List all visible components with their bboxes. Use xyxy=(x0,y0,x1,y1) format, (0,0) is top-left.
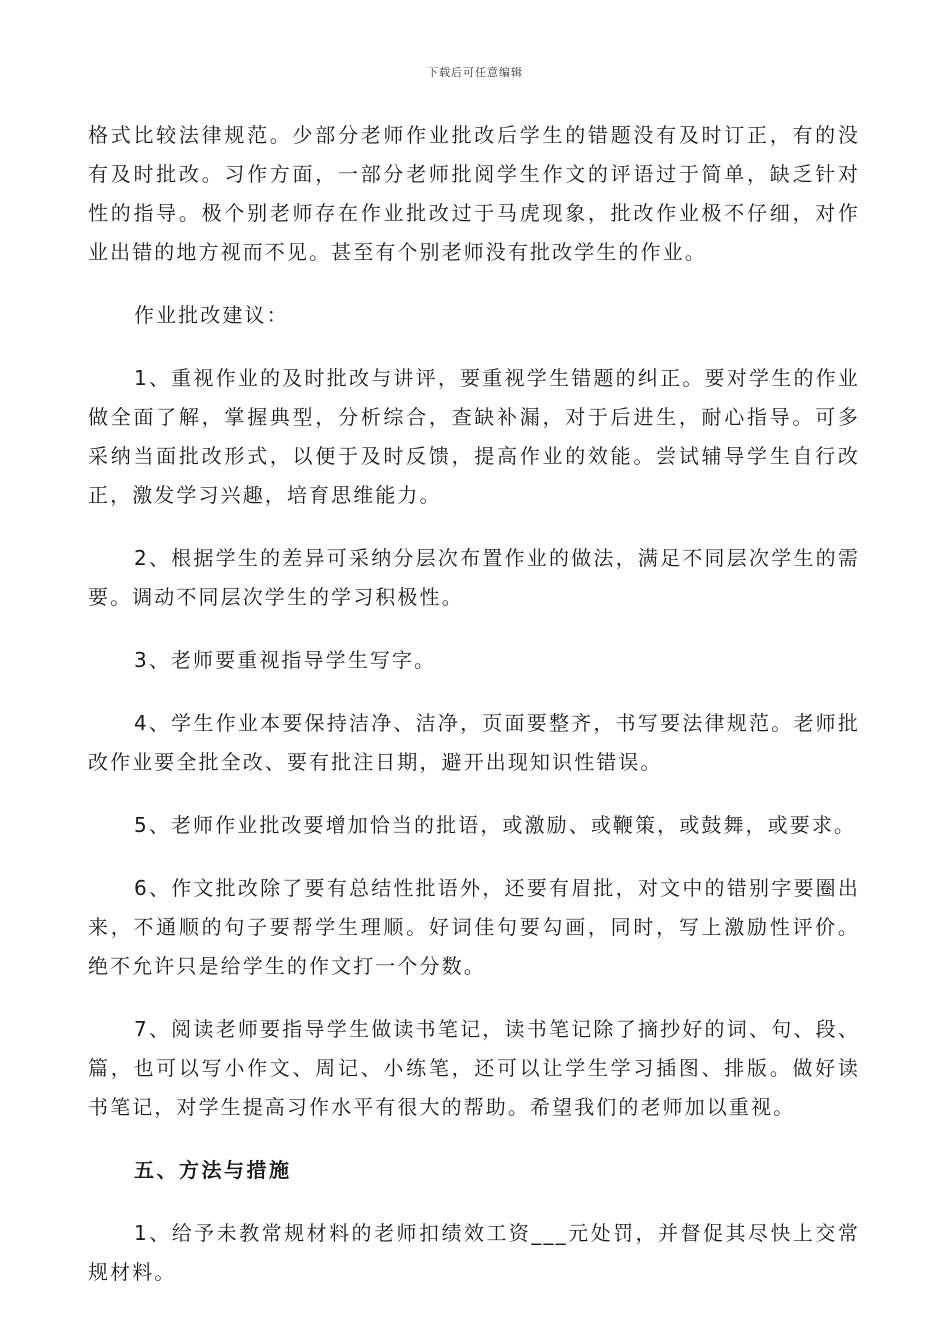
document-body xyxy=(88,116,860,1292)
paragraph-suggestion-3: 3、老师要重视指导学生写字。 xyxy=(134,648,437,672)
paragraph-grading-issues: 格式比较法律规范。少部分老师作业批改后学生的错题没有及时订正，有的没有及时批改。习作方面，一部分老师批阅学生作文的评语过于简单，缺乏针对性的指导。极个别老师存在作业批改过于马虎现象，批改作业极不仔细，对作业出错的地方视而不见。甚至有个别老师没有批改学生的作业。 xyxy=(88,123,860,264)
paragraph-suggestion-5: 5、老师作业批改要增加恰当的批语，或激励、或鞭策，或鼓舞，或要求。 xyxy=(134,813,857,837)
paragraph-suggestion-2: 2、根据学生的差异可采纳分层次布置作业的做法，满足不同层次学生的需要。调动不同层次学生的学习积极性。 xyxy=(88,546,860,609)
section-heading-methods: 五、方法与措施 xyxy=(134,1158,292,1182)
paragraph-suggestion-4: 4、学生作业本要保持洁净、洁净，页面要整齐，书写要法律规范。老师批改作业要全批全改、要有批注日期，避开出现知识性错误。 xyxy=(88,711,860,774)
paragraph-suggestions-heading: 作业批改建议： xyxy=(134,303,289,327)
paragraph-method-1: 1、给予未教常规材料的老师扣绩效工资___元处罚，并督促其尽快上交常规材料。 xyxy=(88,1221,860,1284)
paragraph-suggestion-7: 7、阅读老师要指导学生做读书笔记，读书笔记除了摘抄好的词、句、段、篇，也可以写小作文、周记、小练笔，还可以让学生学习插图、排版。做好读书笔记，对学生提高习作水平有很大的帮助。希望我们的老师加以重视。 xyxy=(88,1017,860,1119)
page-header: 下载后可任意编辑 xyxy=(427,66,523,79)
paragraph-suggestion-6: 6、作文批改除了要有总结性批语外，还要有眉批，对文中的错别字要圈出来，不通顺的句子要帮学生理顺。好词佳句要勾画，同时，写上激励性评价。绝不允许只是给学生的作文打一个分数。 xyxy=(88,876,860,978)
paragraph-suggestion-1: 1、重视作业的及时批改与讲评，要重视学生错题的纠正。要对学生的作业做全面了解，掌握典型，分析综合，查缺补漏，对于后进生，耐心指导。可多采纳当面批改形式，以便于及时反馈，提高作业的效能。尝试辅导学生自行改正，激发学习兴趣，培育思维能力。 xyxy=(88,366,860,507)
